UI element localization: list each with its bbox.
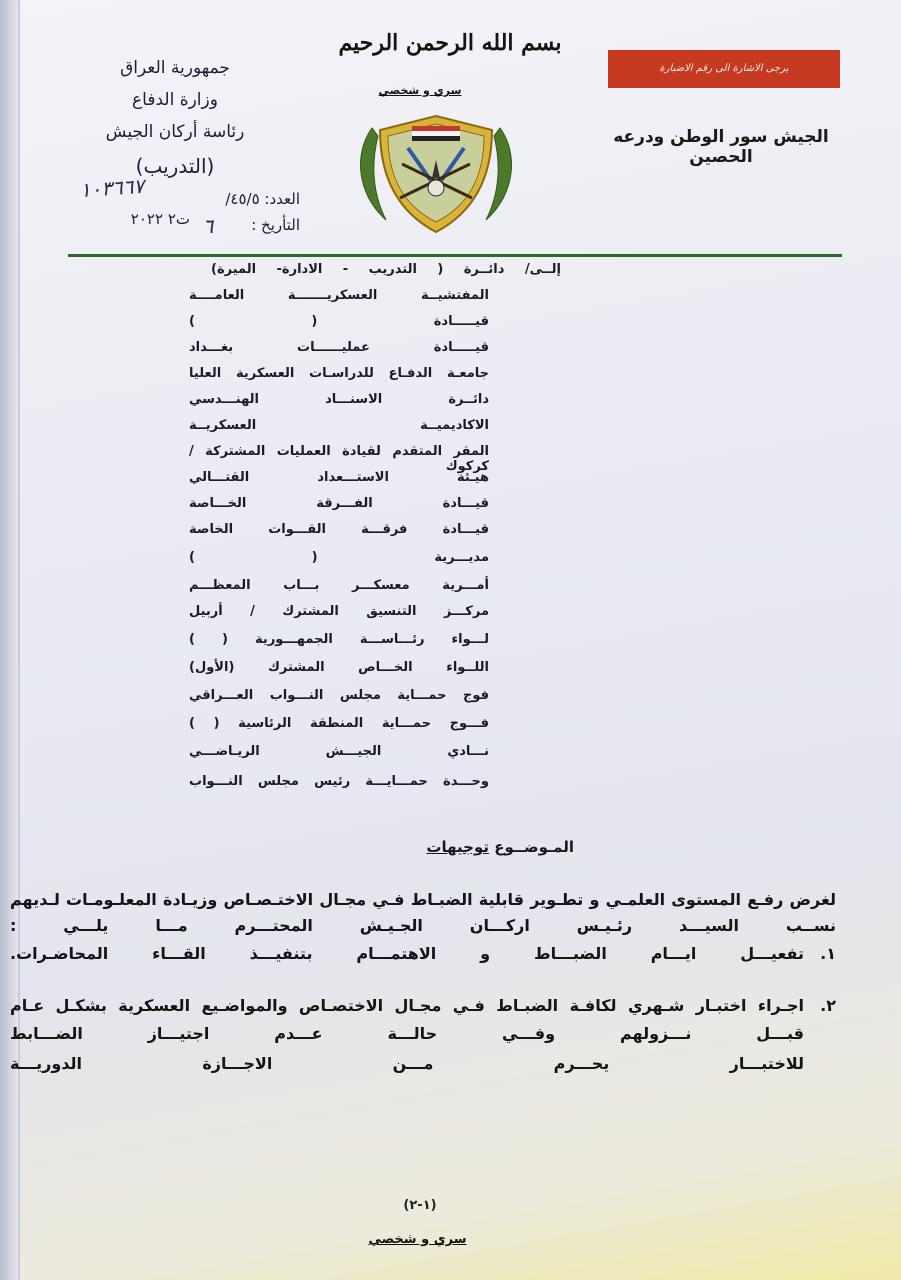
addressee-line: الاكاديميــة العسكريــة	[189, 418, 489, 433]
basmala: بسم الله الرحمن الرحيم	[338, 30, 562, 56]
addressee-line: اللــواء الخـــاص المشترك (الأول)	[189, 660, 489, 675]
addressee-line: هيـئة الاستـــعداد القتـــالي	[189, 470, 489, 485]
item-2-line-3: للاختبـــار يحـــرم مـــن الاجـــازة الدوريـــة	[10, 1054, 804, 1073]
file-reference-notice: يرجى الاشارة الى رقم الاضبارة	[608, 50, 840, 88]
body-intro-line-1: لغرض رفـع المستوى العلمـي و تطـوير قابلية الضبـاط فـي مجـال الاختـصـاص وزيـادة المعلـومـات لـديهم	[10, 890, 836, 909]
addressee-line: وحـــدة حمـــايـــة رئيس مجلس النـــواب	[189, 774, 489, 789]
subject-line	[380, 838, 574, 856]
item-1-text: تفعيـــل ايـــام الضبـــاط و الاهتمـــام بتنفيـــذ القـــاء المحاضـرات.	[10, 944, 804, 963]
addressee-line: فـــوج حمـــاية المنطقة الرئاسية ( )	[189, 716, 489, 731]
addressee-line: إلــى/ دائــرة ( التدريب - الادارة- الميرة)	[211, 262, 561, 277]
item-2-line-2: قبـــل نـــزولهم وفـــي حالـــة عـــدم اجتيـــاز الضـــابط	[10, 1024, 804, 1043]
addressee-line: نـــادي الجيـــش الريـاضـــي	[189, 744, 489, 759]
handwritten-number: ١٠٣٦٦٧	[79, 173, 145, 203]
ministry-name: وزارة الدفاع	[132, 90, 218, 110]
classification-top: سري و شخصي	[378, 84, 462, 97]
subject-title: توجيهات	[426, 838, 489, 856]
header-divider	[68, 254, 842, 257]
addressee-line: المقر المتقدم لقيادة العمليات المشتركة / كركوك	[189, 444, 489, 474]
subject-label: المـوضــوع	[494, 838, 574, 856]
department-name: (التدريب)	[135, 154, 215, 178]
date-label: التأريخ :	[251, 216, 300, 234]
addressee-line: مديـــرية ( )	[189, 550, 489, 565]
staff-name: رئاسة أركان الجيش	[105, 122, 245, 142]
addressee-line: جامعـة الدفـاع للدراسـات العسكرية العليا	[189, 366, 489, 381]
addressee-line: مركـــز التنسيق المشترك / أربيل	[189, 604, 489, 619]
addressee-line: أمـــرية معسكـــر بـــاب المعظـــم	[189, 578, 489, 593]
addressee-line: دائــرة الاسنـــاد الهنـــدسي	[189, 392, 489, 407]
addressee-line: فوج حمـــاية مجلس النـــواب العـــراقي	[189, 688, 489, 703]
addressee-line: قيـــــادة عمليــــــات بغـــداد	[189, 340, 489, 355]
item-2-line-1: اجـراء اختبـار شـهري لكافـة الضبـاط فـي مجـال الاختصـاص والمواضـيع العسكرية بشكـل عـام	[10, 996, 804, 1015]
paper-stack-edge	[0, 0, 18, 1280]
body-intro-line-2: نســب السيـــد رئـيـس اركـــان الجـيـش المحتـــرم مـــا يلـــي :	[10, 916, 836, 935]
addressee-line: قيـــــادة ( )	[189, 314, 489, 329]
army-motto: الجيش سور الوطن ودرعه الحصين	[613, 127, 829, 167]
handwritten-day: ٦	[202, 214, 214, 238]
page-number: (١-٢)	[403, 1198, 437, 1213]
addressee-line: قيـــادة فرقـــة القـــوات الخاصة	[189, 522, 489, 537]
number-label: العدد: ٤٥/٥/	[225, 190, 300, 208]
date-value: ت٢ ٢٠٢٢	[130, 210, 190, 228]
paper-stack-edge-line	[18, 0, 20, 1280]
addressee-line: لـــواء رئـــاســـة الجمهـــورية ( )	[189, 632, 489, 647]
army-emblem-icon	[352, 108, 520, 238]
item-1-number: ١.	[820, 944, 836, 963]
item-2-number: ٢.	[820, 996, 836, 1015]
addressee-line: قيـــادة الفـــرقة الخـــاصة	[189, 496, 489, 511]
country-name: جمهورية العراق	[120, 58, 230, 78]
classification-bottom: سري و شخصي	[368, 1232, 467, 1247]
addressee-line: المفتشيــة العسكريـــــــة العامــــة	[189, 288, 489, 303]
